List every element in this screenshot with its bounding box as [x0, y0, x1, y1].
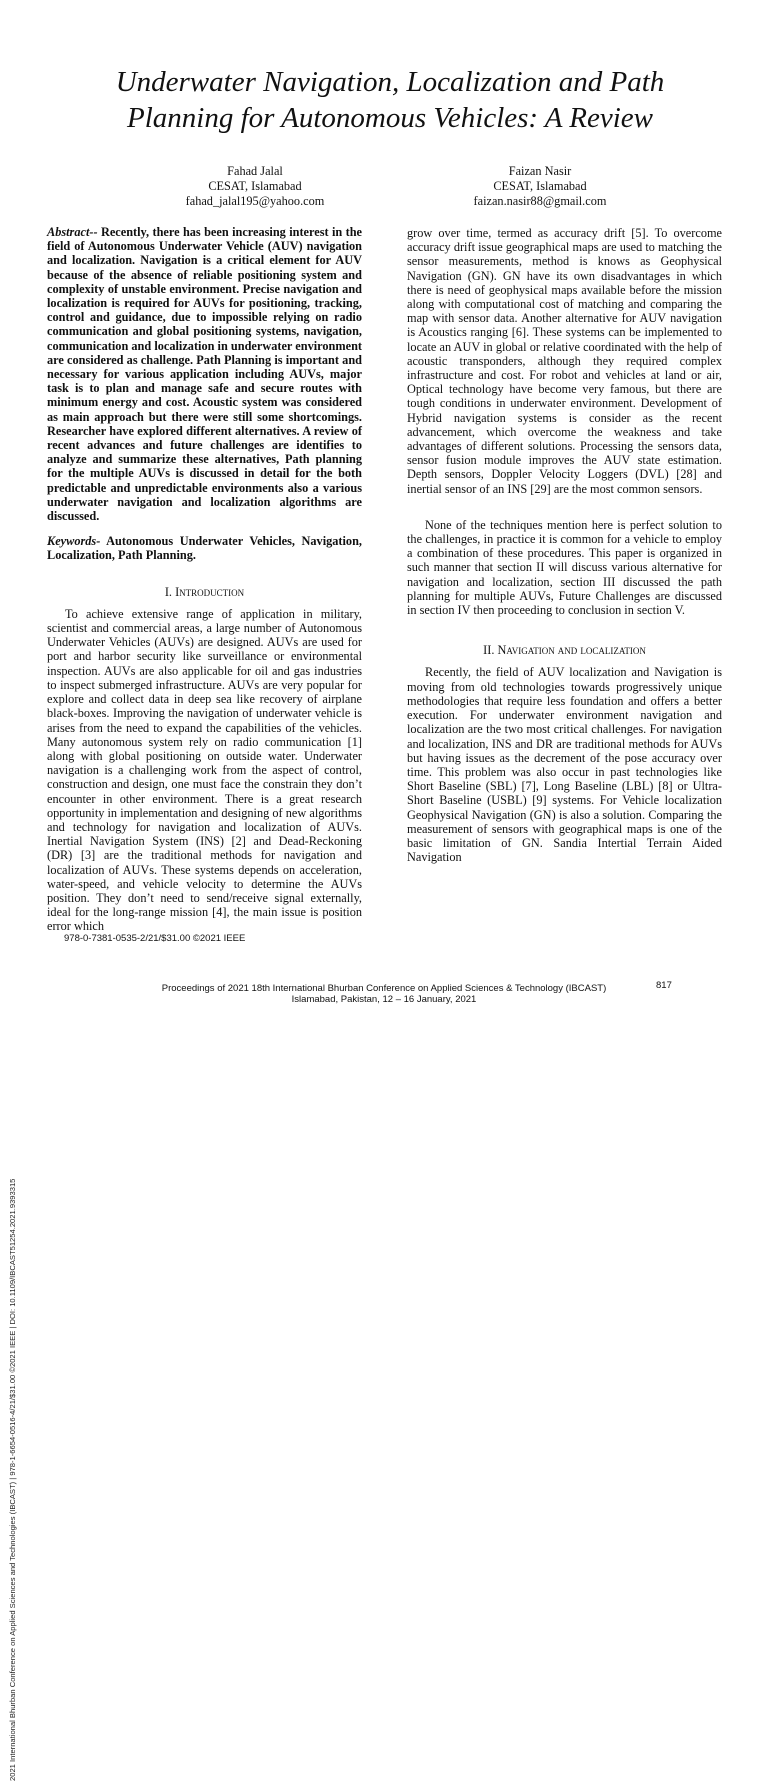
keywords-text: Autonomous Underwater Vehicles, Navigation, Localization, Path Planning. — [47, 534, 362, 563]
left-column — [47, 225, 362, 934]
section-heading-navigation: II. Navigation and localization — [483, 643, 646, 658]
body-paragraph: None of the techniques mention here is perfect solution to the challenges, in practice it is common for a vehicle to employ a combination of these procedures. This paper is organized in such manner that section II will discuss various alternative for navigation and localization, section III discussed the path planning for multiple AUVs, Future Challenges are discussed in section IV then proceeding to conclusion in section V. — [407, 517, 722, 618]
abstract — [47, 225, 362, 523]
keywords-label: Keywords- — [47, 534, 101, 549]
keywords — [47, 534, 362, 562]
section-heading-introduction: I. Introduction — [164, 584, 245, 599]
navigation-paragraph: Recently, the field of AUV localization and Navigation is moving from old technologies towards progressively unique methodologies that require less foundation and offers a better execution. For underwater environment navigation and localization are the two most critical challenges. For navigation and localization, INS and DR are traditional methods for AUVs but having issues as the decrement of the pose accuracy over time. This problem was also occur in past technologies like Short Baseline (SBL) [7], Long Baseline (LBL) [8] or Ultra-Short Baseline (USBL) [9] systems. For Vehicle localization Geophysical Navigation (GN) is also a solution. Comparing the measurement of sensors with geographical maps is one of the basic limitation of GN. Sandia Intertial Terrain Aided Navigation — [407, 665, 722, 865]
abstract-label: Abstract-- — [47, 225, 98, 239]
author-block-2 — [430, 164, 650, 209]
paper-title — [40, 64, 740, 136]
doi-side-note-text: 2021 International Bhurban Conference on Applied Sciences and Technologies (IBCAST) | 978-1-6654-0516-4/21/$31.00 ©2021 IEEE | DOI: 10.1109/IBCAST51254.2021.9393315 — [8, 1178, 17, 1781]
footer-isbn: 978-0-7381-0535-2/21/$31.00 ©2021 IEEE — [64, 933, 246, 944]
page-number: 817 — [656, 980, 672, 991]
title-line-1: Underwater Navigation, Localization and Path — [115, 66, 665, 98]
title-line-2: Planning for Autonomous Vehicles: A Review — [127, 102, 653, 134]
author-email: faizan.nasir88@gmail.com — [473, 194, 607, 208]
author-email: fahad_jalal195@yahoo.com — [185, 194, 325, 208]
author-name: Fahad Jalal — [227, 164, 283, 178]
right-column — [407, 226, 722, 864]
doi-side-note — [8, 250, 22, 1781]
footer-proceedings — [100, 983, 668, 1005]
body-paragraph: grow over time, termed as accuracy drift [5]. To overcome accuracy drift issue geographical maps are used to matching the sensor measurements, method is knows as Geophysical Navigation (GN). GN have its own disadvantages in which there is need of geophysical maps available before the mission along with computational cost of matching and comparing the map with sensor data. Another alternative for AUV navigation is Acoustics ranging [6]. These systems can be implemented to locate an AUV in global or relative coordinated with the help of acoustic transponders, although they required complex infrastructure and cost. For robot and vehicles at land or air, Optical technology have become very famous, but there are tough conditions in underwater environment. Development of Hybrid navigation systems is consider as the recent advancement, which overcome the weakness and take advantages of different solutions. Processing the sensors data, sensor fusion module improves the AUV state estimation. Depth sensors, Doppler Velocity Loggers (DVL) [28] and inertial sensor of an INS [29] are the most common sensors. — [407, 226, 722, 496]
footer-proceedings-line-1: Proceedings of 2021 18th International Bhurban Conference on Applied Sciences & Technology (IBCAST) — [161, 983, 607, 994]
introduction-paragraph: To achieve extensive range of application in military, scientist and commercial areas, a large number of Autonomous Underwater Vehicles (AUVs) are designed. AUVs are used for port and harbor security like surveillance or environmental inspection. AUVs are also applicable for oil and gas industries to inspect submerged infrastructure. AUVs are very popular for explore and collect data in deep sea like recovery of airplane black-boxes. Improving the navigation of underwater vehicle is arises from the need to expand the capabilities of the vehicles. Many autonomous system rely on radio communication [1] along with global positioning on outside water. Underwater navigation is a challenging work from the aspect of control, construction and design, one must face the constrain they don’t encounter in other environment. There is a great research opportunity in implementation and designing of new algorithms and technology for navigation and localization of AUVs. Inertial Navigation System (INS) [2] and Dead-Reckoning (DR) [3] are the traditional methods for navigation and localization of AUVs. These systems depends on acceleration, water-speed, and vehicle velocity to determine the AUVs position. They don’t need to send/receive signal externally, ideal for the long-range mission [4], the main issue is position error which — [47, 606, 362, 934]
author-affiliation: CESAT, Islamabad — [208, 179, 302, 193]
author-affiliation: CESAT, Islamabad — [493, 179, 587, 193]
abstract-text: Recently, there has been increasing interest in the field of Autonomous Underwater Vehicle (AUV) navigation and localization. Navigation is a critical element for AUV because of the absence of reliable positioning system and complexity of unstable environment. Precise navigation and localization is required for AUVs for positioning, tracking, control and guidance, due to impossible relying on radio communication and global positioning systems, navigation, communication and localization in underwater environment are considered as challenge. Path Planning is important and necessary for various application including AUVs, major task is to plan and manage safe and secure routes with minimum energy and cost. Acoustic system was considered as main approach but there were still some shortcomings. Researcher have explored different alternatives. A review of recent advances and future challenges are identifies to analyze and summarize these alternatives, Path planning for the multiple AUVs is discussed in detail for the both predictable and unpredictable environments also a various underwater navigation and localization algorithms are discussed. — [47, 225, 362, 524]
author-name: Faizan Nasir — [508, 164, 572, 178]
author-block-1 — [145, 164, 365, 209]
footer-proceedings-line-2: Islamabad, Pakistan, 12 – 16 January, 2021 — [291, 994, 477, 1005]
